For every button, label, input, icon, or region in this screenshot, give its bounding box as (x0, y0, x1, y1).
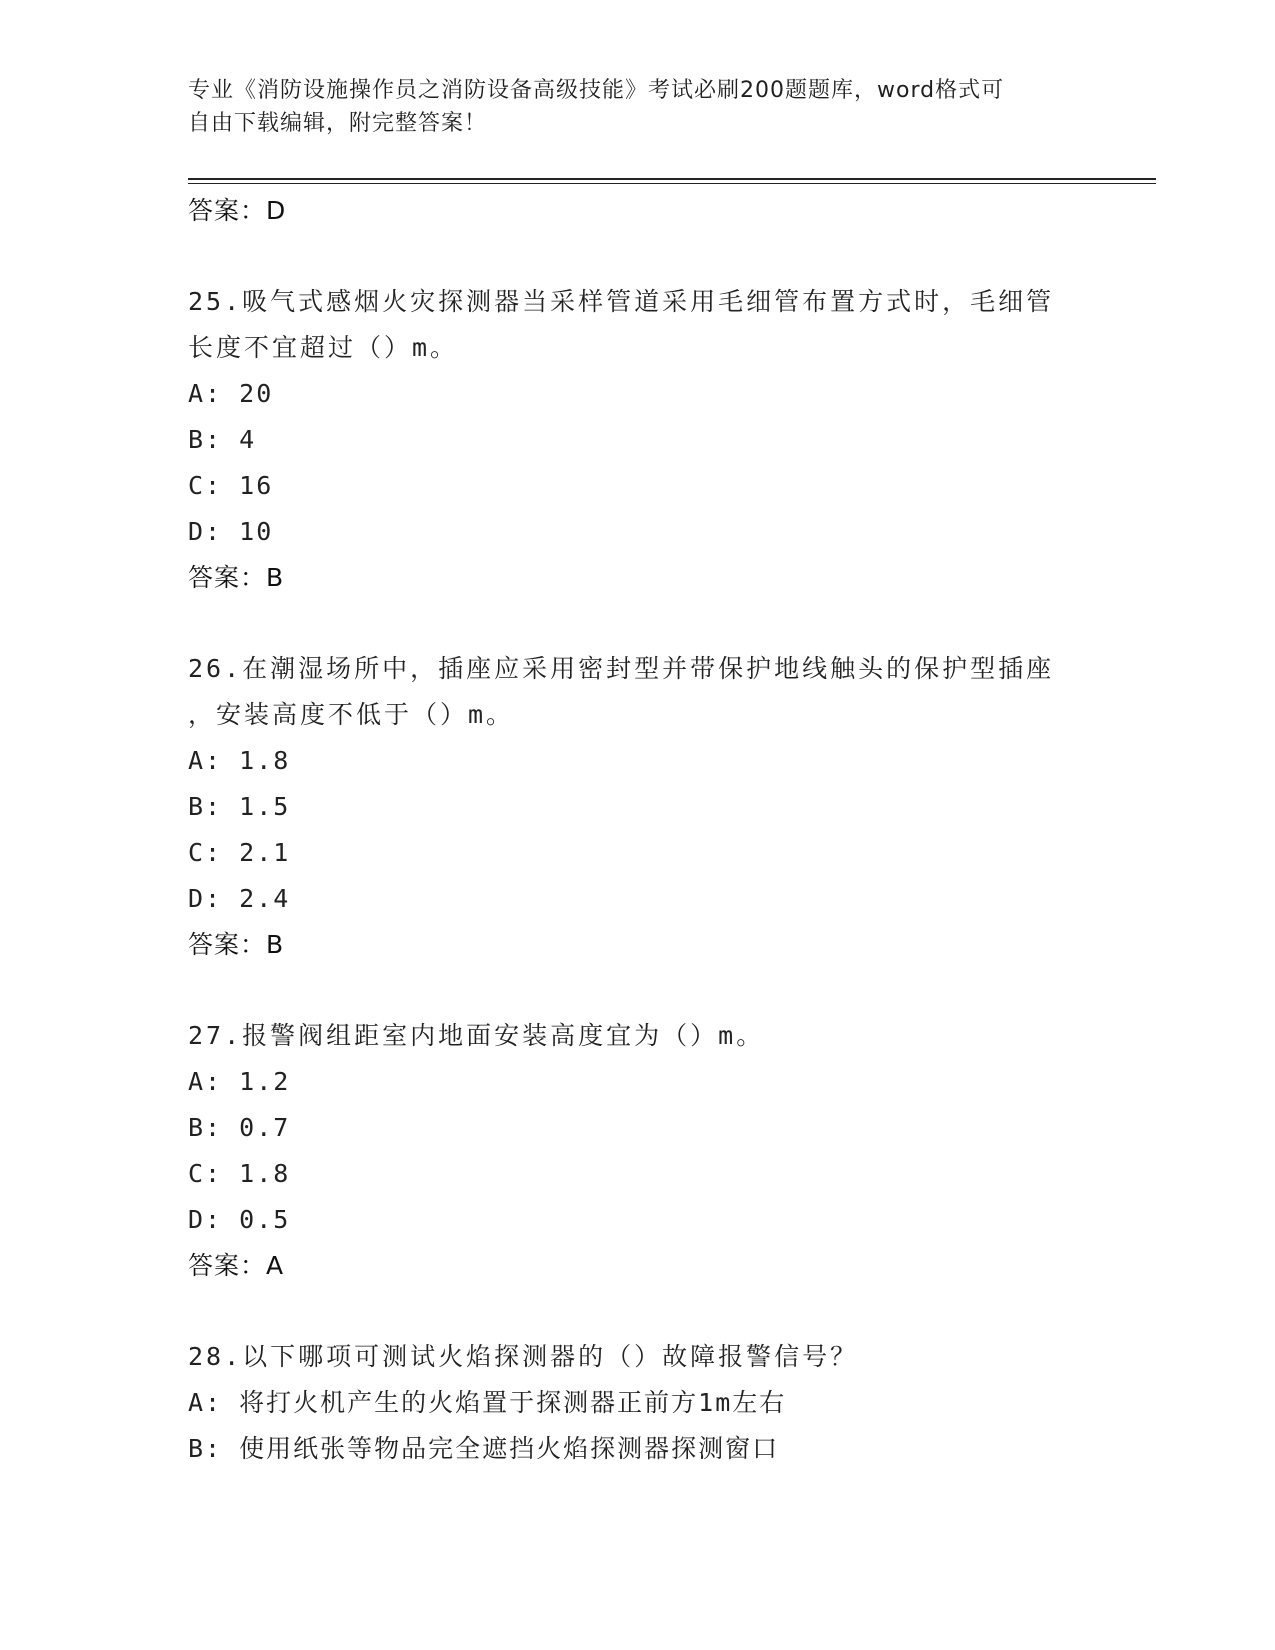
option-b: B: 使用纸张等物品完全遮挡火焰探测器探测窗口 (188, 1434, 780, 1463)
option-a: A: 1.8 (188, 746, 291, 775)
question-text-line: 25.吸气式感烟火灾探测器当采样管道采用毛细管布置方式时，毛细管 (188, 287, 1055, 316)
option-d: D: 2.4 (188, 884, 291, 913)
option-a: A: 将打火机产生的火焰置于探测器正前方1m左右 (188, 1388, 787, 1417)
option-b: B: 4 (188, 425, 257, 454)
option-d: D: 0.5 (188, 1205, 291, 1234)
header-line-2: 自由下载编辑，附完整答案！ (188, 111, 488, 136)
header-divider-top (188, 178, 1156, 180)
option-c: C: 16 (188, 471, 274, 500)
header-line-1: 专业《消防设施操作员之消防设备高级技能》考试必刷200题题库，word格式可 (188, 78, 1005, 103)
previous-answer: 答案：D (188, 196, 287, 225)
header-divider-bottom (188, 183, 1156, 184)
question-text-line: 27.报警阀组距室内地面安装高度宜为（）m。 (188, 1021, 765, 1050)
option-a: A: 20 (188, 379, 274, 408)
answer: 答案：B (188, 563, 285, 592)
answer: 答案：A (188, 1251, 285, 1280)
option-c: C: 1.8 (188, 1159, 291, 1188)
question-28 (188, 1334, 1088, 1472)
option-b: B: 0.7 (188, 1113, 291, 1142)
question-list (188, 188, 1088, 1472)
option-d: D: 10 (188, 517, 274, 546)
answer: 答案：B (188, 930, 285, 959)
option-b: B: 1.5 (188, 792, 291, 821)
question-text-line: 26.在潮湿场所中，插座应采用密封型并带保护地线触头的保护型插座 (188, 654, 1055, 683)
document-header (188, 74, 1088, 140)
question-26 (188, 646, 1088, 968)
question-25 (188, 279, 1088, 601)
question-text-line: 长度不宜超过（）m。 (188, 333, 459, 362)
question-text-line: 28.以下哪项可测试火焰探测器的（）故障报警信号？ (188, 1342, 859, 1371)
option-a: A: 1.2 (188, 1067, 291, 1096)
option-c: C: 2.1 (188, 838, 291, 867)
question-text-line: ，安装高度不低于（）m。 (188, 700, 515, 729)
question-27 (188, 1013, 1088, 1289)
